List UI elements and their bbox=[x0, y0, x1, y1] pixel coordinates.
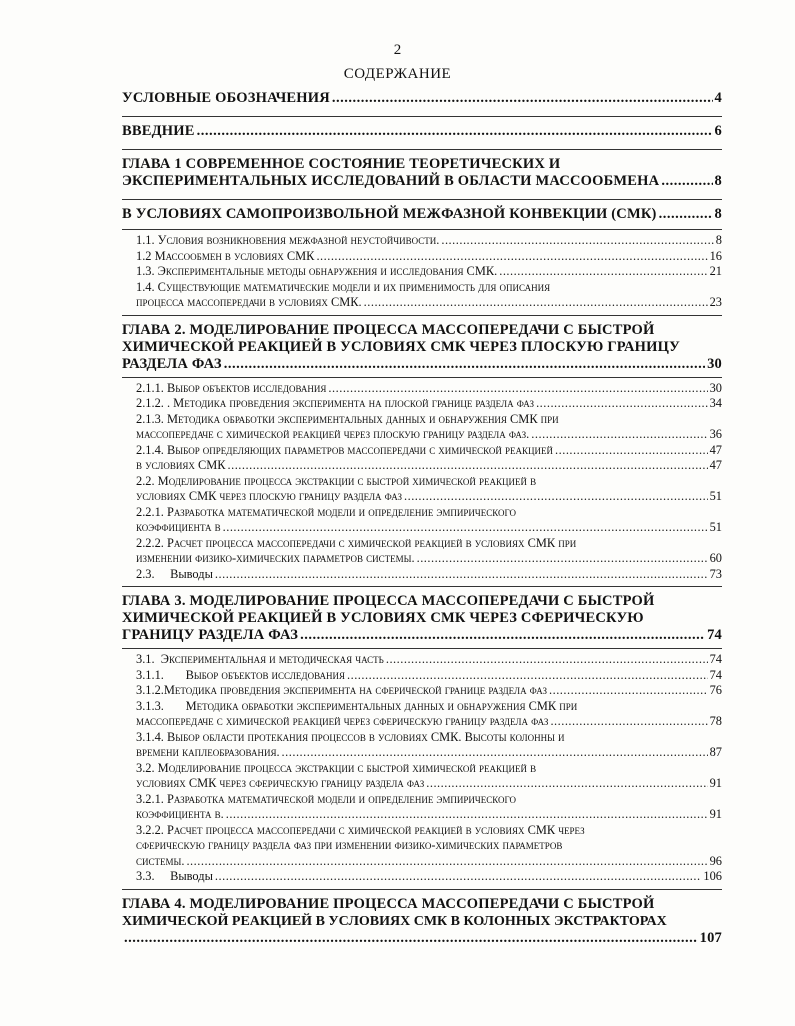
toc-entry-1-3[interactable] bbox=[136, 264, 722, 280]
chapter-2-sections bbox=[122, 377, 722, 583]
entry-page: 107 bbox=[699, 929, 722, 946]
entry-title: 2.1.1. Выбор объектов исследования bbox=[136, 380, 327, 395]
toc-entry-chapter-4[interactable] bbox=[122, 889, 722, 947]
toc-entry-1-4[interactable] bbox=[136, 280, 722, 311]
entry-page: 74 bbox=[709, 667, 722, 682]
entry-title: массопередаче с химической реакцией через сферическую границу раздела фаз bbox=[136, 714, 549, 728]
entry-page: 23 bbox=[709, 295, 722, 309]
toc-entry-chapter-3[interactable] bbox=[122, 586, 722, 644]
entry-page: 96 bbox=[709, 853, 722, 868]
toc-entry-2-1-4-cont[interactable] bbox=[136, 458, 722, 474]
chapter-3-sections bbox=[122, 648, 722, 885]
entry-title-line: сферическую границу раздела фаз при изменении физико-химических параметров bbox=[136, 838, 563, 852]
entry-page: 8 bbox=[714, 206, 722, 222]
entry-page: 91 bbox=[709, 776, 722, 790]
entry-title: РАЗДЕЛА ФАЗ bbox=[122, 355, 222, 372]
entry-title: 2.1.2. . Методика проведения эксперимента на плоской границе раздела фаз bbox=[136, 396, 535, 410]
entry-title-line: ХИМИЧЕСКОЙ РЕАКЦИЕЙ В УСЛОВИЯХ СМК ЧЕРЕЗ ПЛОСКУЮ ГРАНИЦУ bbox=[122, 338, 680, 355]
entry-title-line: 2.2.2. Расчет процесса массопередачи с химической реакцией в условиях СМК при bbox=[136, 535, 577, 550]
chapter-1-sections bbox=[122, 229, 722, 311]
toc-entry-chapter-1-subtitle[interactable] bbox=[122, 199, 722, 223]
entry-title-line: 3.2.1. Разработка математической модели и определение эмпирического bbox=[136, 791, 516, 806]
entry-page: 34 bbox=[709, 396, 722, 410]
entry-title-line: ГЛАВА 1 СОВРЕМЕННОЕ СОСТОЯНИЕ ТЕОРЕТИЧЕСКИХ И bbox=[122, 156, 561, 172]
toc-entry-introduction[interactable] bbox=[122, 116, 722, 140]
toc-entry-3-2[interactable] bbox=[136, 761, 722, 792]
entry-title-line: 3.2.2. Расчет процесса массопередачи с химической реакцией в условиях СМК через bbox=[136, 822, 585, 837]
entry-title-line: 3.2. Моделирование процесса экстракции с быстрой химической реакцией в bbox=[136, 760, 537, 775]
page-number: 2 bbox=[393, 42, 402, 58]
entry-page: 8 bbox=[715, 233, 722, 247]
entry-title: в условиях СМК bbox=[136, 458, 226, 472]
toc-entry-3-1-2[interactable] bbox=[136, 683, 722, 699]
entry-title-line: 2.2.1. Разработка математической модели и определение эмпирического bbox=[136, 504, 516, 519]
entry-title-line: ГЛАВА 2. МОДЕЛИРОВАНИЕ ПРОЦЕССА МАССОПЕРЕДАЧИ С БЫСТРОЙ bbox=[122, 321, 655, 338]
entry-title: условиях СМК через плоскую границу раздела фаз bbox=[136, 489, 402, 503]
entry-title: 3.1.2.Методика проведения эксперимента на сферической границе раздела фаз bbox=[136, 683, 548, 697]
toc-entry-3-1[interactable] bbox=[136, 652, 722, 668]
toc-entry-3-2-1[interactable] bbox=[136, 792, 722, 823]
entry-page: 21 bbox=[709, 264, 722, 278]
toc-entry-chapter-1[interactable] bbox=[122, 149, 722, 190]
toc-entry-2-2-1[interactable] bbox=[136, 505, 722, 536]
entry-title: изменении физико-химических параметров системы. bbox=[136, 551, 415, 565]
toc-entry-2-3[interactable] bbox=[136, 567, 722, 583]
entry-title: коэффициента в bbox=[136, 520, 221, 534]
toc-entry-3-1-4[interactable] bbox=[136, 730, 722, 761]
entry-title: 1.2 Массообмен в условиях СМК bbox=[136, 248, 315, 263]
entry-page: 78 bbox=[709, 714, 722, 728]
toc-entry-1-2[interactable] bbox=[136, 249, 722, 265]
toc-entry-2-2[interactable] bbox=[136, 474, 722, 505]
toc-entry-3-2-2[interactable] bbox=[136, 823, 722, 870]
toc-entry-3-1-1[interactable] bbox=[136, 668, 722, 684]
entry-title-line: ГЛАВА 4. МОДЕЛИРОВАНИЕ ПРОЦЕССА МАССОПЕРЕДАЧИ С БЫСТРОЙ bbox=[122, 895, 655, 912]
entry-title: коэффициента в. bbox=[136, 807, 224, 821]
entry-title: времени каплеобразования. bbox=[136, 745, 280, 759]
entry-page: 30 bbox=[709, 380, 722, 395]
entry-page: 76 bbox=[709, 683, 722, 697]
toc-entry-2-2-2[interactable] bbox=[136, 536, 722, 567]
entry-page: 30 bbox=[707, 355, 722, 372]
entry-page: 106 bbox=[703, 869, 722, 883]
toc-title: СОДЕРЖАНИЕ bbox=[343, 66, 452, 82]
toc-entry-3-1-3[interactable] bbox=[136, 699, 722, 730]
entry-page: 51 bbox=[709, 489, 722, 503]
toc-entry-3-3[interactable] bbox=[136, 869, 722, 885]
entry-title: ВВЕДНИЕ bbox=[122, 123, 195, 139]
entry-title: В УСЛОВИЯХ САМОПРОИЗВОЛЬНОЙ МЕЖФАЗНОЙ КОНВЕКЦИИ (СМК) bbox=[122, 206, 657, 222]
toc-entry-symbols[interactable] bbox=[122, 90, 722, 107]
entry-title: процесса массопередачи в условиях СМК. bbox=[136, 295, 362, 309]
table-of-contents bbox=[122, 90, 722, 947]
entry-title: 2.1.4. Выбор определяющих параметров массопередачи с химической реакцией bbox=[136, 442, 554, 457]
entry-title-line: 3.1.3. Методика обработки экспериментальных данных и обнаружения СМК при bbox=[136, 698, 578, 713]
entry-title: ЭКСПЕРИМЕНТАЛЬНЫХ ИССЛЕДОВАНИЙ В ОБЛАСТИ МАССООБМЕНА bbox=[122, 173, 660, 189]
entry-title: УСЛОВНЫЕ ОБОЗНАЧЕНИЯ bbox=[122, 90, 330, 106]
toc-entry-1-1[interactable] bbox=[136, 233, 722, 249]
entry-title: условиях СМК через сферическую границу раздела фаз bbox=[136, 776, 425, 790]
entry-page: 4 bbox=[714, 90, 722, 106]
entry-page: 51 bbox=[709, 520, 722, 534]
entry-title-line: 3.1.4. Выбор области протекания процессов в условиях СМК. Высоты колонны и bbox=[136, 729, 565, 744]
entry-page: 16 bbox=[709, 248, 722, 263]
toc-entry-2-1-2[interactable] bbox=[136, 396, 722, 412]
entry-page: 74 bbox=[707, 627, 722, 643]
entry-page: 36 bbox=[709, 427, 722, 441]
entry-title: 2.3. Выводы bbox=[136, 566, 213, 581]
entry-title: 3.3. Выводы bbox=[136, 869, 213, 883]
entry-page: 6 bbox=[714, 123, 722, 139]
toc-entry-2-1-4[interactable] bbox=[136, 443, 722, 459]
entry-page: 74 bbox=[709, 652, 722, 666]
entry-title: ГРАНИЦУ РАЗДЕЛА ФАЗ bbox=[122, 627, 299, 643]
entry-title-line: ХИМИЧЕСКОЙ РЕАКЦИЕЙ В УСЛОВИЯХ СМК ЧЕРЕЗ СФЕРИЧЕСКУЮ bbox=[122, 610, 644, 626]
entry-title-line: 1.4. Существующие математические модели и их применимость для описания bbox=[136, 279, 551, 294]
entry-title: системы. bbox=[136, 853, 185, 868]
toc-entry-2-1-3[interactable] bbox=[136, 412, 722, 443]
entry-title-line: ГЛАВА 3. МОДЕЛИРОВАНИЕ ПРОЦЕССА МАССОПЕРЕДАЧИ С БЫСТРОЙ bbox=[122, 593, 655, 609]
entry-page: 47 bbox=[709, 458, 722, 472]
entry-page: 8 bbox=[714, 173, 722, 189]
entry-title-line: 2.2. Моделирование процесса экстракции с быстрой химической реакцией в bbox=[136, 473, 537, 488]
entry-title: массопередаче с химической реакцией через плоскую границу раздела фаз. bbox=[136, 427, 530, 441]
entry-title: 3.1.1. Выбор объектов исследования bbox=[136, 667, 346, 682]
entry-page: 47 bbox=[709, 442, 722, 457]
toc-entry-chapter-2[interactable] bbox=[122, 315, 722, 373]
entry-title: 1.3. Экспериментальные методы обнаружения и исследования СМК. bbox=[136, 264, 498, 278]
entry-title-line: ХИМИЧЕСКОЙ РЕАКЦИЕЙ В УСЛОВИЯХ СМК В КОЛОННЫХ ЭКСТРАКТОРАХ bbox=[122, 913, 667, 929]
entry-title: 3.1. Экспериментальная и методическая часть bbox=[136, 652, 384, 666]
entry-page: 87 bbox=[709, 745, 722, 759]
entry-page: 73 bbox=[709, 566, 722, 581]
entry-title: 1.1. Условия возникновения межфазной неустойчивости. bbox=[136, 233, 440, 247]
toc-entry-2-1-1[interactable] bbox=[136, 381, 722, 397]
entry-page: 91 bbox=[709, 807, 722, 821]
entry-page: 60 bbox=[709, 551, 722, 565]
entry-title-line: 2.1.3. Методика обработки экспериментальных данных и обнаружения СМК при bbox=[136, 411, 559, 426]
